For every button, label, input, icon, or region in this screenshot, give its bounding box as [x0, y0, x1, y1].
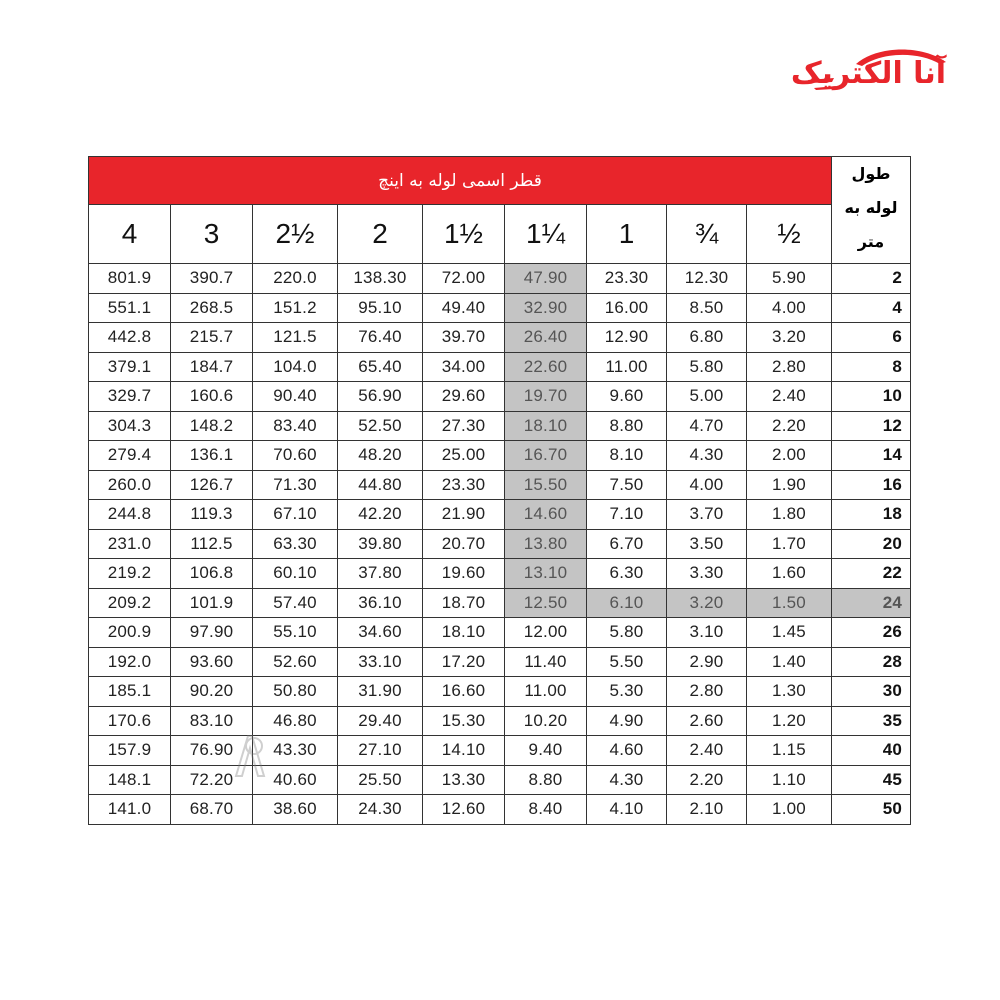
table-cell: 26.40 [505, 323, 587, 353]
table-cell: 3.70 [667, 500, 747, 530]
table-cell: 8.10 [587, 441, 667, 471]
watermark-icon [232, 732, 266, 778]
table-cell: 16.70 [505, 441, 587, 471]
table-row [89, 618, 911, 648]
table-cell: 3.30 [667, 559, 747, 589]
table-cell: 14.10 [423, 736, 505, 766]
table-cell: 49.40 [423, 293, 505, 323]
table-cell: 72.00 [423, 264, 505, 294]
table-cell: 13.80 [505, 529, 587, 559]
table-cell: 6.10 [587, 588, 667, 618]
table-cell: 244.8 [89, 500, 171, 530]
length-cell: 20 [832, 529, 911, 559]
table-cell: 17.20 [423, 647, 505, 677]
size-header: 1 [587, 205, 667, 264]
table-cell: 160.6 [171, 382, 253, 412]
table-cell: 55.10 [253, 618, 338, 648]
table-cell: 34.60 [338, 618, 423, 648]
table-cell: 15.30 [423, 706, 505, 736]
table-cell: 2.40 [747, 382, 832, 412]
table-cell: 10.20 [505, 706, 587, 736]
table-cell: 56.90 [338, 382, 423, 412]
table-cell: 90.40 [253, 382, 338, 412]
table-cell: 19.60 [423, 559, 505, 589]
table-cell: 29.60 [423, 382, 505, 412]
table-cell: 104.0 [253, 352, 338, 382]
table-cell: 3.20 [747, 323, 832, 353]
table-row [89, 736, 911, 766]
table-cell: 8.80 [587, 411, 667, 441]
table-cell: 106.8 [171, 559, 253, 589]
brand-name-text: آنا الکتریک [790, 56, 946, 91]
table-cell: 12.50 [505, 588, 587, 618]
table-cell: 148.1 [89, 765, 171, 795]
table-row [89, 352, 911, 382]
table-cell: 2.80 [747, 352, 832, 382]
table-cell: 184.7 [171, 352, 253, 382]
table-cell: 1.70 [747, 529, 832, 559]
table-cell: 15.50 [505, 470, 587, 500]
table-row [89, 588, 911, 618]
table-row [89, 264, 911, 294]
table-cell: 112.5 [171, 529, 253, 559]
table-cell: 801.9 [89, 264, 171, 294]
table-row [89, 382, 911, 412]
table-cell: 50.80 [253, 677, 338, 707]
size-header: 2 [338, 205, 423, 264]
table-cell: 126.7 [171, 470, 253, 500]
table-cell: 25.50 [338, 765, 423, 795]
table-row [89, 411, 911, 441]
table-cell: 1.80 [747, 500, 832, 530]
table-cell: 68.70 [171, 795, 253, 825]
table-cell: 2.90 [667, 647, 747, 677]
table-cell: 3.20 [667, 588, 747, 618]
table-cell: 97.90 [171, 618, 253, 648]
table-cell: 1.00 [747, 795, 832, 825]
table-cell: 4.00 [747, 293, 832, 323]
table-cell: 40.60 [253, 765, 338, 795]
table-cell: 14.60 [505, 500, 587, 530]
table-cell: 31.90 [338, 677, 423, 707]
table-cell: 16.00 [587, 293, 667, 323]
size-header-row [89, 205, 911, 264]
table-cell: 8.50 [667, 293, 747, 323]
table-cell: 4.30 [667, 441, 747, 471]
table-cell: 390.7 [171, 264, 253, 294]
table-cell: 136.1 [171, 441, 253, 471]
length-cell: 30 [832, 677, 911, 707]
table-row [89, 795, 911, 825]
table-cell: 21.90 [423, 500, 505, 530]
table-cell: 2.20 [747, 411, 832, 441]
table-cell: 72.20 [171, 765, 253, 795]
table-cell: 5.80 [667, 352, 747, 382]
length-header-line: طول [851, 164, 891, 183]
table-cell: 42.20 [338, 500, 423, 530]
size-header: 1½ [423, 205, 505, 264]
table-cell: 1.20 [747, 706, 832, 736]
table-cell: 27.30 [423, 411, 505, 441]
table-cell: 43.30 [253, 736, 338, 766]
table-cell: 27.10 [338, 736, 423, 766]
table-cell: 3.50 [667, 529, 747, 559]
table-cell: 2.20 [667, 765, 747, 795]
table-row [89, 293, 911, 323]
length-cell: 22 [832, 559, 911, 589]
table-cell: 12.60 [423, 795, 505, 825]
table-cell: 141.0 [89, 795, 171, 825]
table-cell: 1.60 [747, 559, 832, 589]
table-cell: 23.30 [423, 470, 505, 500]
table-cell: 11.00 [587, 352, 667, 382]
table-cell: 304.3 [89, 411, 171, 441]
table-cell: 7.10 [587, 500, 667, 530]
table-cell: 329.7 [89, 382, 171, 412]
table-cell: 101.9 [171, 588, 253, 618]
length-cell: 45 [832, 765, 911, 795]
table-cell: 13.10 [505, 559, 587, 589]
table-cell: 157.9 [89, 736, 171, 766]
table-cell: 5.80 [587, 618, 667, 648]
table-cell: 119.3 [171, 500, 253, 530]
length-cell: 26 [832, 618, 911, 648]
table-cell: 219.2 [89, 559, 171, 589]
table-row [89, 559, 911, 589]
table-cell: 6.30 [587, 559, 667, 589]
table-cell: 11.40 [505, 647, 587, 677]
table-cell: 551.1 [89, 293, 171, 323]
table-cell: 3.10 [667, 618, 747, 648]
table-cell: 4.10 [587, 795, 667, 825]
size-header: ½ [747, 205, 832, 264]
table-cell: 24.30 [338, 795, 423, 825]
table-row [89, 470, 911, 500]
table-row [89, 647, 911, 677]
table-cell: 70.60 [253, 441, 338, 471]
table-cell: 37.80 [338, 559, 423, 589]
table-cell: 4.60 [587, 736, 667, 766]
table-cell: 1.50 [747, 588, 832, 618]
table-cell: 47.90 [505, 264, 587, 294]
table-row [89, 441, 911, 471]
table-cell: 5.30 [587, 677, 667, 707]
table-cell: 7.50 [587, 470, 667, 500]
size-header: 1¼ [505, 205, 587, 264]
table-cell: 1.30 [747, 677, 832, 707]
length-cell: 12 [832, 411, 911, 441]
length-header-line: متر [857, 232, 885, 251]
table-cell: 5.90 [747, 264, 832, 294]
brand-name [791, 56, 946, 91]
pipe-size-table [88, 156, 911, 825]
table-cell: 83.40 [253, 411, 338, 441]
table-cell: 9.60 [587, 382, 667, 412]
table-cell: 2.10 [667, 795, 747, 825]
length-cell: 10 [832, 382, 911, 412]
length-cell: 6 [832, 323, 911, 353]
table-cell: 71.30 [253, 470, 338, 500]
table-cell: 44.80 [338, 470, 423, 500]
length-header-line: لوله به [844, 198, 898, 217]
table-cell: 23.30 [587, 264, 667, 294]
table-cell: 379.1 [89, 352, 171, 382]
table-cell: 12.90 [587, 323, 667, 353]
length-cell: 50 [832, 795, 911, 825]
table-cell: 4.70 [667, 411, 747, 441]
table-cell: 33.10 [338, 647, 423, 677]
table-cell: 2.80 [667, 677, 747, 707]
table-body [89, 264, 911, 825]
table-row [89, 323, 911, 353]
table-cell: 138.30 [338, 264, 423, 294]
table-cell: 39.70 [423, 323, 505, 353]
table-cell: 9.40 [505, 736, 587, 766]
length-cell: 18 [832, 500, 911, 530]
table-cell: 200.9 [89, 618, 171, 648]
table-cell: 76.90 [171, 736, 253, 766]
size-header: 4 [89, 205, 171, 264]
table-cell: 38.60 [253, 795, 338, 825]
length-cell: 24 [832, 588, 911, 618]
table-cell: 11.00 [505, 677, 587, 707]
table-cell: 76.40 [338, 323, 423, 353]
table-cell: 16.60 [423, 677, 505, 707]
table-row [89, 529, 911, 559]
table-cell: 63.30 [253, 529, 338, 559]
table-cell: 12.00 [505, 618, 587, 648]
table-cell: 18.70 [423, 588, 505, 618]
table-cell: 1.15 [747, 736, 832, 766]
table-row [89, 706, 911, 736]
table-cell: 2.60 [667, 706, 747, 736]
table-cell: 8.40 [505, 795, 587, 825]
table-cell: 1.40 [747, 647, 832, 677]
table-cell: 1.45 [747, 618, 832, 648]
length-cell: 8 [832, 352, 911, 382]
table-cell: 220.0 [253, 264, 338, 294]
table-cell: 18.10 [423, 618, 505, 648]
table-cell: 19.70 [505, 382, 587, 412]
table-row [89, 500, 911, 530]
table-cell: 5.00 [667, 382, 747, 412]
table-cell: 121.5 [253, 323, 338, 353]
table-cell: 192.0 [89, 647, 171, 677]
length-cell: 28 [832, 647, 911, 677]
table-cell: 148.2 [171, 411, 253, 441]
table-cell: 34.00 [423, 352, 505, 382]
brand-logo [790, 42, 956, 104]
table-cell: 67.10 [253, 500, 338, 530]
table-cell: 279.4 [89, 441, 171, 471]
table-cell: 185.1 [89, 677, 171, 707]
table-cell: 4.90 [587, 706, 667, 736]
table-cell: 20.70 [423, 529, 505, 559]
table-cell: 6.70 [587, 529, 667, 559]
table-cell: 36.10 [338, 588, 423, 618]
table-cell: 13.30 [423, 765, 505, 795]
table-cell: 93.60 [171, 647, 253, 677]
table-cell: 151.2 [253, 293, 338, 323]
table-cell: 231.0 [89, 529, 171, 559]
length-cell: 2 [832, 264, 911, 294]
table-cell: 22.60 [505, 352, 587, 382]
table-cell: 29.40 [338, 706, 423, 736]
table-row [89, 765, 911, 795]
length-cell: 4 [832, 293, 911, 323]
length-cell: 14 [832, 441, 911, 471]
table-cell: 57.40 [253, 588, 338, 618]
table-cell: 2.40 [667, 736, 747, 766]
table-cell: 52.50 [338, 411, 423, 441]
size-header: 2½ [253, 205, 338, 264]
length-cell: 16 [832, 470, 911, 500]
table-cell: 90.20 [171, 677, 253, 707]
table-cell: 95.10 [338, 293, 423, 323]
table-cell: 60.10 [253, 559, 338, 589]
table-cell: 1.90 [747, 470, 832, 500]
table-cell: 260.0 [89, 470, 171, 500]
table-cell: 4.30 [587, 765, 667, 795]
table-cell: 4.00 [667, 470, 747, 500]
table-cell: 170.6 [89, 706, 171, 736]
table-cell: 215.7 [171, 323, 253, 353]
table-cell: 6.80 [667, 323, 747, 353]
table-cell: 2.00 [747, 441, 832, 471]
table-cell: 5.50 [587, 647, 667, 677]
table-cell: 83.10 [171, 706, 253, 736]
table-cell: 52.60 [253, 647, 338, 677]
table-title: قطر اسمی لوله به اینچ [89, 157, 832, 205]
size-header: 3 [171, 205, 253, 264]
table-cell: 12.30 [667, 264, 747, 294]
table-cell: 442.8 [89, 323, 171, 353]
table-cell: 25.00 [423, 441, 505, 471]
table-cell: 46.80 [253, 706, 338, 736]
table-cell: 65.40 [338, 352, 423, 382]
length-header [832, 157, 911, 264]
size-header: ¾ [667, 205, 747, 264]
table-cell: 18.10 [505, 411, 587, 441]
length-cell: 35 [832, 706, 911, 736]
length-cell: 40 [832, 736, 911, 766]
table-cell: 32.90 [505, 293, 587, 323]
table-cell: 1.10 [747, 765, 832, 795]
table-cell: 48.20 [338, 441, 423, 471]
table-cell: 268.5 [171, 293, 253, 323]
table-cell: 8.80 [505, 765, 587, 795]
table-cell: 209.2 [89, 588, 171, 618]
table-row [89, 677, 911, 707]
table-cell: 39.80 [338, 529, 423, 559]
